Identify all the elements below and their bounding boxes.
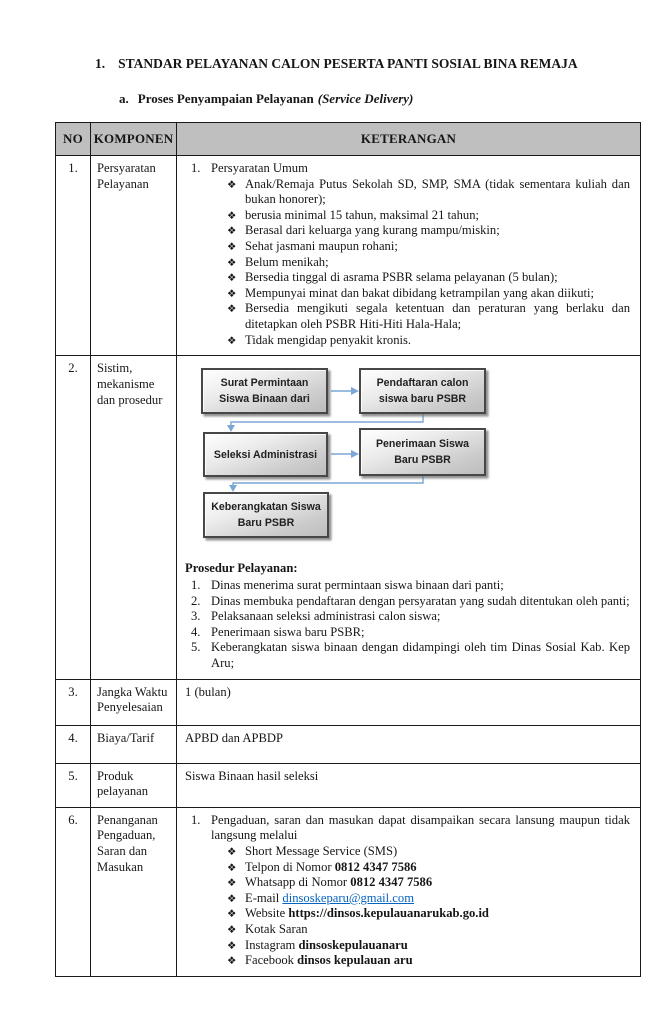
page-subtitle [119, 91, 413, 107]
numbered-item [191, 578, 632, 594]
numbered-item [191, 625, 632, 641]
arrow-right-icon [351, 387, 359, 395]
text-part: Anak/Remaja Putus Sekolah SD, SMP, SMA (tidak sementara kuliah dan bukan honorer); [245, 176, 630, 207]
text-part: Pelaksanaan seleksi administrasi calon siswa; [211, 609, 441, 624]
row1-komponen: Persyaratan Pelayanan [91, 156, 177, 356]
flow-box-surat-permintaan [201, 368, 328, 414]
flow-box-label: Seleksi Administrasi [213, 448, 318, 461]
text-part: 0812 4347 7586 [334, 859, 417, 874]
text-part: Instagram [245, 937, 299, 952]
item-text [211, 578, 632, 594]
item-text [245, 333, 632, 349]
row2-komponen: Sistim, mekanisme dan prosedur [91, 356, 177, 679]
title-text: STANDAR PELAYANAN CALON PESERTA PANTI SOSIAL BINA REMAJA [118, 56, 578, 71]
service-standard-table [55, 122, 641, 977]
text-part: Dinas menerima surat permintaan siswa binaan dari panti; [211, 577, 504, 592]
prosedur-step-list [191, 578, 632, 672]
pengaduan-intro [191, 813, 632, 844]
table-row-persyaratan [56, 156, 641, 356]
flow-box-label: Penerimaan Siswa Baru PSBR [375, 437, 470, 467]
row3-no: 3. [56, 679, 91, 725]
item-number: 4. [191, 624, 201, 639]
row6-no: 6. [56, 807, 91, 976]
row5-komponen: Produk pelayanan [91, 763, 177, 807]
item-text [245, 891, 632, 907]
item-number: 2. [191, 593, 201, 608]
diamond-bullet-icon: ❖ [227, 256, 237, 269]
flow-box-keberangkatan [203, 492, 329, 538]
text-part: Penerimaan siswa baru PSBR; [211, 624, 365, 639]
item-text [245, 860, 632, 876]
subtitle-text: Proses Penyampaian Pelayanan (Service Delivery) [137, 91, 414, 106]
text-part: https://dinsos.kepulauanarukab.go.id [288, 906, 489, 921]
item-number: 5. [191, 640, 201, 655]
row6-komponen: Penanganan Pengaduan, Saran dan Masukan [91, 807, 177, 976]
text-part: 0812 4347 7586 [350, 875, 433, 890]
arrow-down-icon [229, 485, 237, 492]
row6-keterangan [177, 807, 641, 976]
text-part: E-mail [245, 890, 283, 905]
item-number: 3. [191, 609, 201, 624]
table-row-jangka-waktu [56, 679, 641, 725]
text-part: Mempunyai minat dan bakat dibidang ketrampilan yang akan diikuti; [245, 285, 595, 300]
title-number: 1. [95, 56, 106, 71]
diamond-bullet-icon: ❖ [227, 861, 237, 874]
bullet-item [227, 223, 632, 239]
diamond-bullet-icon: ❖ [227, 209, 237, 222]
text-part: Facebook [245, 953, 298, 968]
diamond-bullet-icon: ❖ [227, 334, 237, 347]
bullet-item [227, 239, 632, 255]
text-part: Keberangkatan siswa binaan dengan didampingi oleh tim Dinas Sosial Kab. Kep Aru; [211, 640, 630, 670]
diamond-bullet-icon: ❖ [227, 908, 237, 921]
bullet-item [227, 301, 632, 332]
diamond-bullet-icon: ❖ [227, 939, 237, 952]
item-text [245, 239, 632, 255]
text-part: Kotak Saran [245, 922, 308, 937]
row4-no: 4. [56, 725, 91, 763]
diamond-bullet-icon: ❖ [227, 892, 237, 905]
persyaratan-bullet-list [227, 177, 632, 349]
item-text [245, 270, 632, 286]
header-row [56, 123, 641, 156]
row5-no: 5. [56, 763, 91, 807]
bullet-item [227, 860, 632, 876]
diamond-bullet-icon: ❖ [227, 924, 237, 937]
flow-box-label: Keberangkatan Siswa Baru PSBR [211, 500, 321, 530]
flow-box-seleksi [203, 432, 328, 477]
row4-keterangan: APBD dan APBDP [177, 725, 641, 763]
row3-keterangan: 1 (bulan) [177, 679, 641, 725]
diamond-bullet-icon: ❖ [227, 178, 237, 191]
text-part: Sehat jasmani maupun rohani; [245, 239, 398, 254]
diamond-bullet-icon: ❖ [227, 241, 237, 254]
item-text [211, 594, 632, 610]
row2-no: 2. [56, 356, 91, 679]
prosedur-pelayanan-heading: Prosedur Pelayanan: [185, 561, 298, 576]
row1-no: 1. [56, 156, 91, 356]
bullet-item [227, 922, 632, 938]
flow-box-label: Pendaftaran calon siswa baru PSBR [376, 376, 469, 406]
bullet-item [227, 177, 632, 208]
row5-keterangan: Siswa Binaan hasil seleksi [177, 763, 641, 807]
bullet-item [227, 906, 632, 922]
procedure-flowchart [185, 365, 647, 543]
flow-box-pendaftaran [359, 368, 486, 414]
row1-keterangan [177, 156, 641, 356]
heading-number: 1. [191, 161, 201, 175]
item-number: 1. [191, 577, 201, 592]
header-komponen: KOMPONEN [91, 123, 177, 156]
bullet-item [227, 270, 632, 286]
page-title [95, 56, 578, 72]
item-text [245, 906, 632, 922]
header-no: NO [56, 123, 91, 156]
table-row-produk [56, 763, 641, 807]
diamond-bullet-icon: ❖ [227, 225, 237, 238]
subtitle-letter: a. [119, 91, 129, 106]
text-part: Short Message Service (SMS) [245, 844, 398, 859]
diamond-bullet-icon: ❖ [227, 877, 237, 890]
flow-box-label: Surat Permintaan Siswa Binaan dari [219, 376, 310, 406]
text-part: Dinas membuka pendaftaran dengan persyaratan yang sudah ditentukan oleh panti; [211, 593, 630, 608]
intro-number: 1. [191, 812, 201, 827]
item-text [211, 640, 632, 671]
diamond-bullet-icon: ❖ [227, 287, 237, 300]
item-text [245, 922, 632, 938]
persyaratan-umum-heading [191, 161, 632, 177]
text-part: Telpon di Nomor [245, 859, 335, 874]
text-part: dinsos kepulauan aru [297, 953, 413, 968]
table-row-pengaduan [56, 807, 641, 976]
item-text [245, 844, 632, 860]
intro-text: Pengaduan, saran dan masukan dapat disampaikan secara lansung maupun tidak langsung melalui [211, 812, 630, 843]
item-text [245, 938, 632, 954]
row3-komponen: Jangka Waktu Penyelesaian [91, 679, 177, 725]
text-part: Whatsapp di Nomor [245, 875, 351, 890]
bullet-item [227, 286, 632, 302]
row4-komponen: Biaya/Tarif [91, 725, 177, 763]
arrow-down-icon [227, 425, 235, 432]
subtitle-italic: (Service Delivery) [317, 91, 414, 106]
email-link[interactable]: dinsoskeparu@gmail.com [282, 890, 414, 905]
item-text [245, 875, 632, 891]
pengaduan-channel-list [227, 844, 632, 969]
item-text [245, 208, 632, 224]
diamond-bullet-icon: ❖ [227, 303, 237, 316]
text-part: Tidak mengidap penyakit kronis. [245, 332, 412, 347]
item-text [245, 223, 632, 239]
table-row-prosedur [56, 356, 641, 679]
text-part: dinsoskepulauanaru [298, 937, 408, 952]
arrow-right-icon [351, 450, 359, 458]
item-text [245, 953, 632, 969]
item-text [245, 301, 632, 332]
numbered-item [191, 609, 632, 625]
text-part: Website [245, 906, 289, 921]
bullet-item [227, 208, 632, 224]
header-keterangan: KETERANGAN [177, 123, 641, 156]
text-part: berusia minimal 15 tahun, maksimal 21 tahun; [245, 207, 479, 222]
item-text [245, 177, 632, 208]
bullet-item [227, 333, 632, 349]
numbered-item [191, 640, 632, 671]
diamond-bullet-icon: ❖ [227, 846, 237, 859]
bullet-item [227, 844, 632, 860]
bullet-item [227, 953, 632, 969]
text-part: Belum menikah; [245, 254, 329, 269]
text-part: Berasal dari keluarga yang kurang mampu/miskin; [245, 223, 500, 238]
diamond-bullet-icon: ❖ [227, 272, 237, 285]
item-text [211, 609, 632, 625]
text-part: Bersedia mengikuti segala ketentuan dan peraturan yang berlaku dan ditetapkan oleh PSBR Hiti-Hiti Hala-Hala; [245, 301, 630, 332]
text-part: Bersedia tinggal di asrama PSBR selama pelayanan (5 bulan); [245, 270, 558, 285]
table-row-biaya [56, 725, 641, 763]
diamond-bullet-icon: ❖ [227, 955, 237, 968]
flow-box-penerimaan [359, 428, 486, 476]
bullet-item [227, 875, 632, 891]
bullet-item [227, 891, 632, 907]
item-text [211, 625, 632, 641]
row2-keterangan [177, 356, 641, 679]
item-text [245, 255, 632, 271]
bullet-item [227, 255, 632, 271]
heading-text: Persyaratan Umum [211, 161, 308, 175]
item-text [245, 286, 632, 302]
bullet-item [227, 938, 632, 954]
numbered-item [191, 594, 632, 610]
